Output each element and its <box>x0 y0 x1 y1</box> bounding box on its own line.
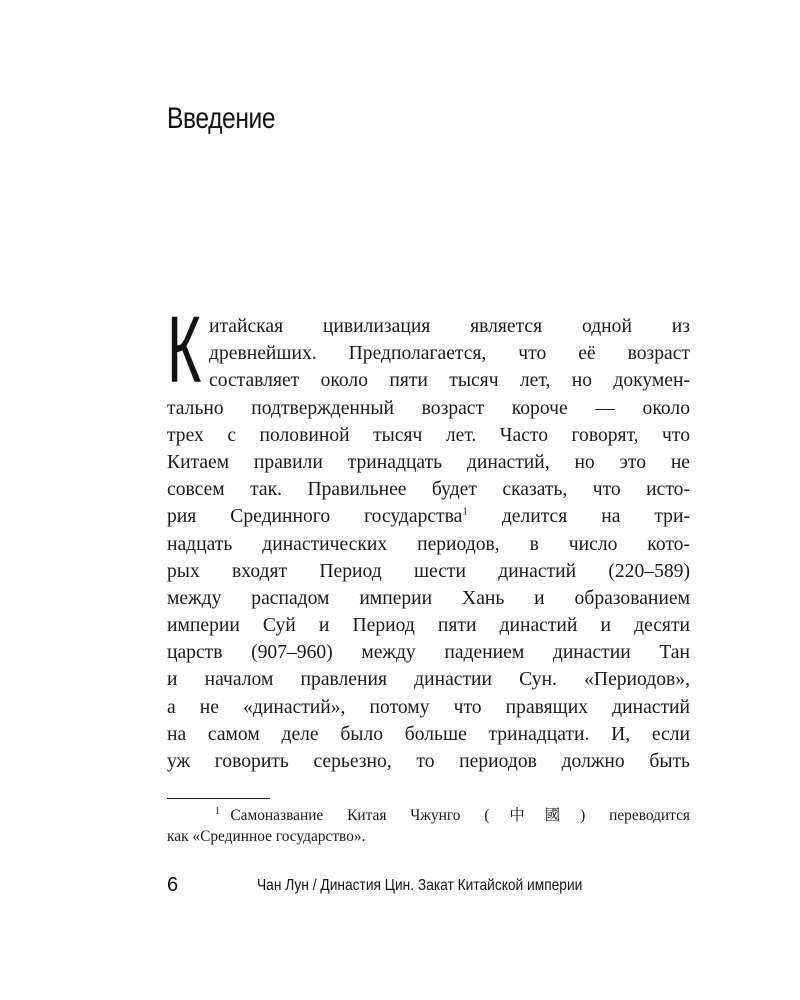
body-line: совсем так. Правильнее будет сказать, что исто- <box>167 479 690 501</box>
page-title: Введение <box>167 102 276 136</box>
body-line: на самом деле было больше тринадцати. И, если <box>167 723 690 745</box>
body-text <box>167 313 690 775</box>
body-line: а не «династий», потому что правящих династий <box>167 696 690 718</box>
drop-cap: К <box>167 297 202 403</box>
body-line: между распадом империи Хань и образованием <box>167 587 690 609</box>
body-line: надцать династических периодов, в число кото- <box>167 533 690 555</box>
body-line: Китаем правили тринадцать династий, но это не <box>167 451 690 473</box>
body-line: уж говорить серьезно, то периодов должно быть <box>167 751 690 772</box>
body-line: рых входят Период шести династий (220–589) <box>167 560 690 582</box>
body-line: составляет около пяти тысяч лет, но докумен- <box>209 370 690 392</box>
body-line: итайская цивилизация является одной из <box>209 316 690 337</box>
body-line: империи Суй и Период пяти династий и десяти <box>167 615 690 637</box>
running-title: Чан Лун / Династия Цин. Закат Китайской империи <box>257 877 583 894</box>
footnote-divider <box>167 798 270 799</box>
page-number: 6 <box>167 874 179 896</box>
body-line: древнейших. Предполагается, что её возраст <box>209 343 690 365</box>
footnote-reference[interactable]: 1 <box>462 505 468 518</box>
body-line: царств (907–960) между падением династии Тан <box>167 642 690 664</box>
body-line-segment: делится на три- <box>467 506 690 528</box>
footnote: 1 Самоназвание Китая Чжунго (中國) переводится как «Срединное государство». <box>167 806 690 847</box>
body-line <box>167 503 690 530</box>
body-line: трех с половиной тысяч лет. Часто говорят, что <box>167 424 690 446</box>
footnote-text: Самоназвание Китая Чжунго (中國) переводится <box>230 807 690 824</box>
body-line: и началом правления династии Сун. «Периодов», <box>167 669 690 691</box>
body-line: тально подтвержденный возраст короче — около <box>167 397 690 419</box>
footnote-line: как «Срединное государство». <box>167 827 366 845</box>
footnote-line <box>167 806 690 827</box>
body-line-segment: рия Срединного государства <box>167 506 463 528</box>
